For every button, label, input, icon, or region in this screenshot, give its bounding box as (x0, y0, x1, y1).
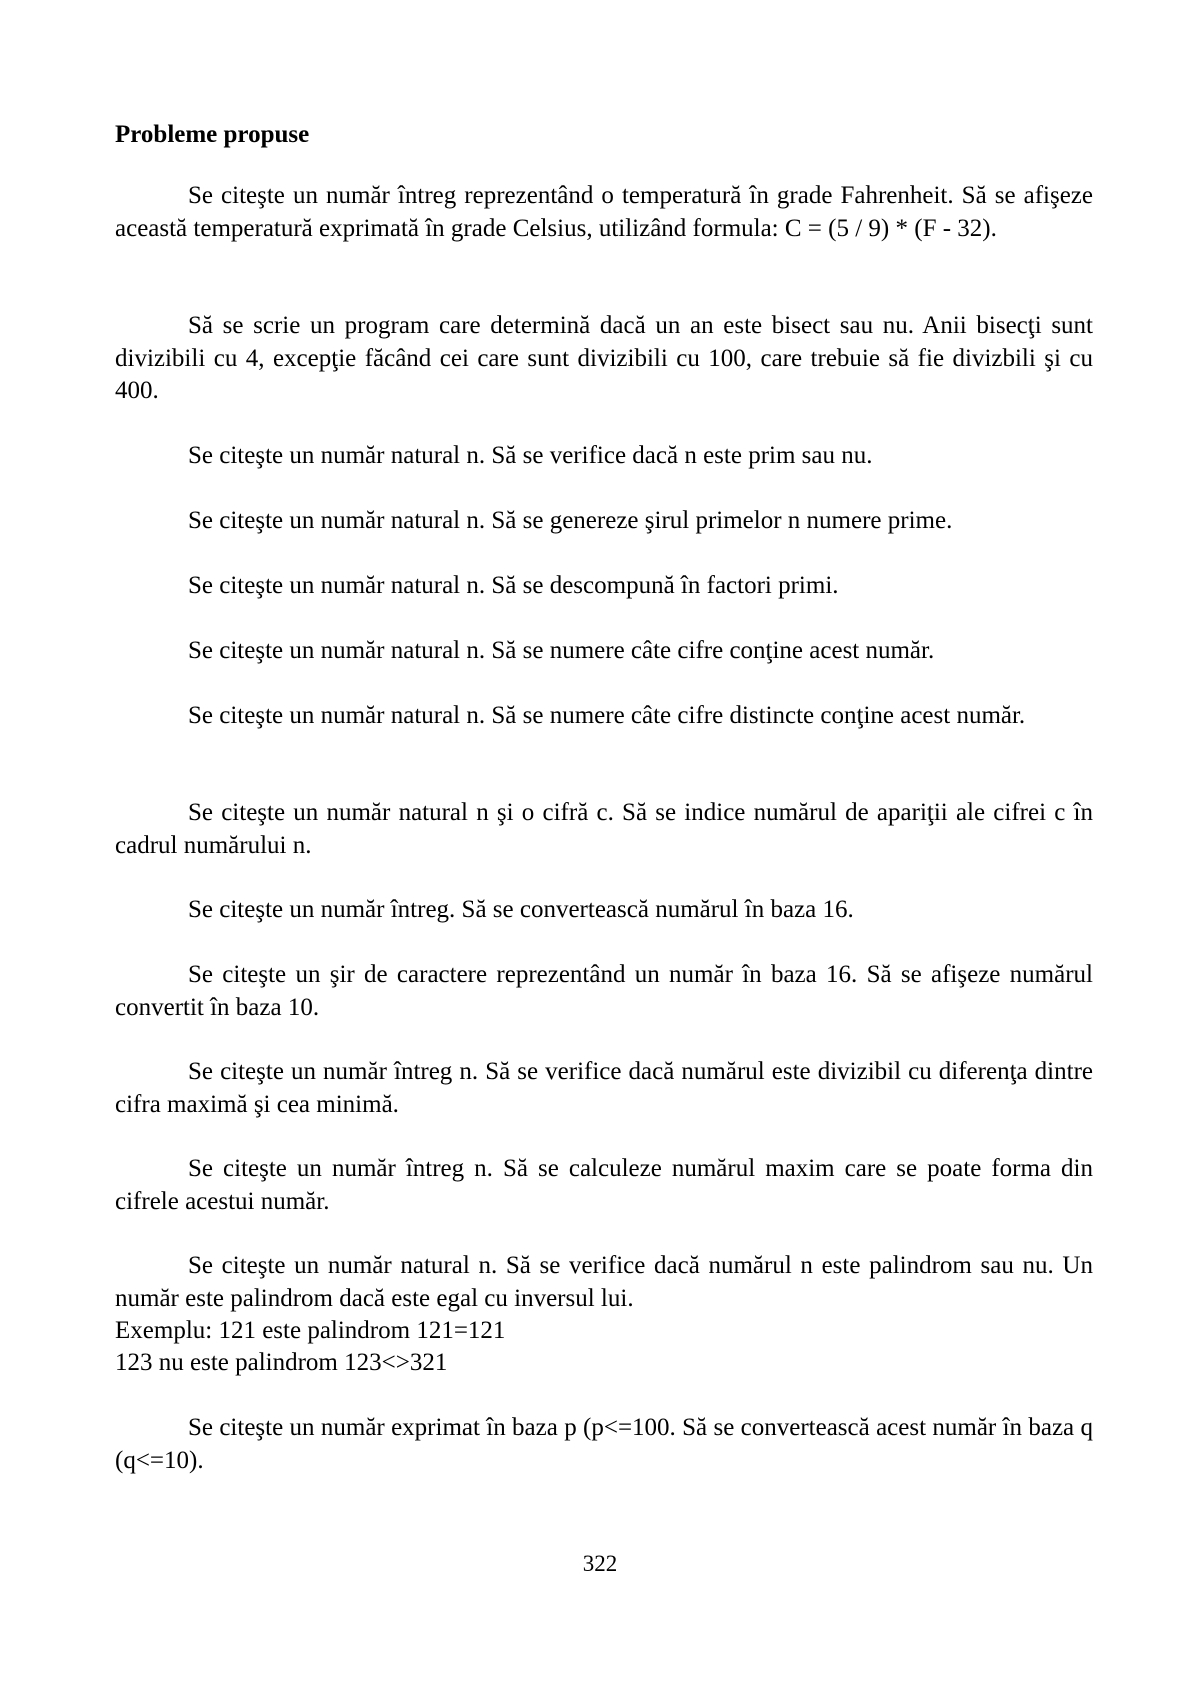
problem-leap-year: Să se scrie un program care determină dacă un an este bisect sau nu. Anii bisecţi sunt divizibili cu 4, excepţie făcând cei care sunt divizibili cu 100, care trebuie să fie divizbili şi cu 400. (115, 312, 1093, 404)
problem-base-conversion: Se citeşte un număr exprimat în baza p (p<=100. Să se convertească acest număr în baza q (q<=10). (115, 1414, 1093, 1474)
section-heading: Probleme propuse (115, 121, 310, 148)
problem-divisible-by-digit-difference: Se citeşte un număr întreg n. Să se verifice dacă numărul este divizibil cu diferenţa dintre cifra maximă şi cea minimă. (115, 1058, 1093, 1118)
problem-max-number-from-digits: Se citeşte un număr întreg n. Să se calculeze numărul maxim care se poate forma din cifrele acestui număr. (115, 1155, 1093, 1215)
problem-prime-factors: Se citeşte un număr natural n. Să se descompună în factori primi. (188, 572, 839, 599)
problem-digit-occurrences: Se citeşte un număr natural n şi o cifră c. Să se indice numărul de apariţii ale cifrei c în cadrul numărului n. (115, 799, 1093, 859)
page-number: 322 (582, 1551, 618, 1576)
example-line: 123 nu este palindrom 123<>321 (115, 1349, 448, 1376)
problem-fahrenheit-celsius: Se citeşte un număr întreg reprezentând o temperatură în grade Fahrenheit. Să se afişeze această temperatură exprimată în grade Celsius, utilizând formula: C = (5 / 9) * (F - 32). (115, 182, 1093, 242)
problem-digit-count: Se citeşte un număr natural n. Să se numere câte cifre conţine acest număr. (188, 637, 935, 664)
problem-prime-check: Se citeşte un număr natural n. Să se verifice dacă n este prim sau nu. (188, 442, 873, 469)
problem-hex-to-decimal: Se citeşte un şir de caractere reprezentând un număr în baza 16. Să se afişeze numărul convertit în baza 10. (115, 961, 1093, 1021)
example-line: Exemplu: 121 este palindrom 121=121 (115, 1317, 506, 1344)
problem-palindrome: Se citeşte un număr natural n. Să se verifice dacă numărul n este palindrom sau nu. Un număr este palindrom dacă este egal cu inversul lui. (115, 1252, 1093, 1312)
problem-convert-base16: Se citeşte un număr întreg. Să se convertească numărul în baza 16. (188, 896, 854, 923)
problem-distinct-digits: Se citeşte un număr natural n. Să se numere câte cifre distincte conţine acest număr. (188, 702, 1026, 729)
problem-first-n-primes: Se citeşte un număr natural n. Să se genereze şirul primelor n numere prime. (188, 507, 953, 534)
